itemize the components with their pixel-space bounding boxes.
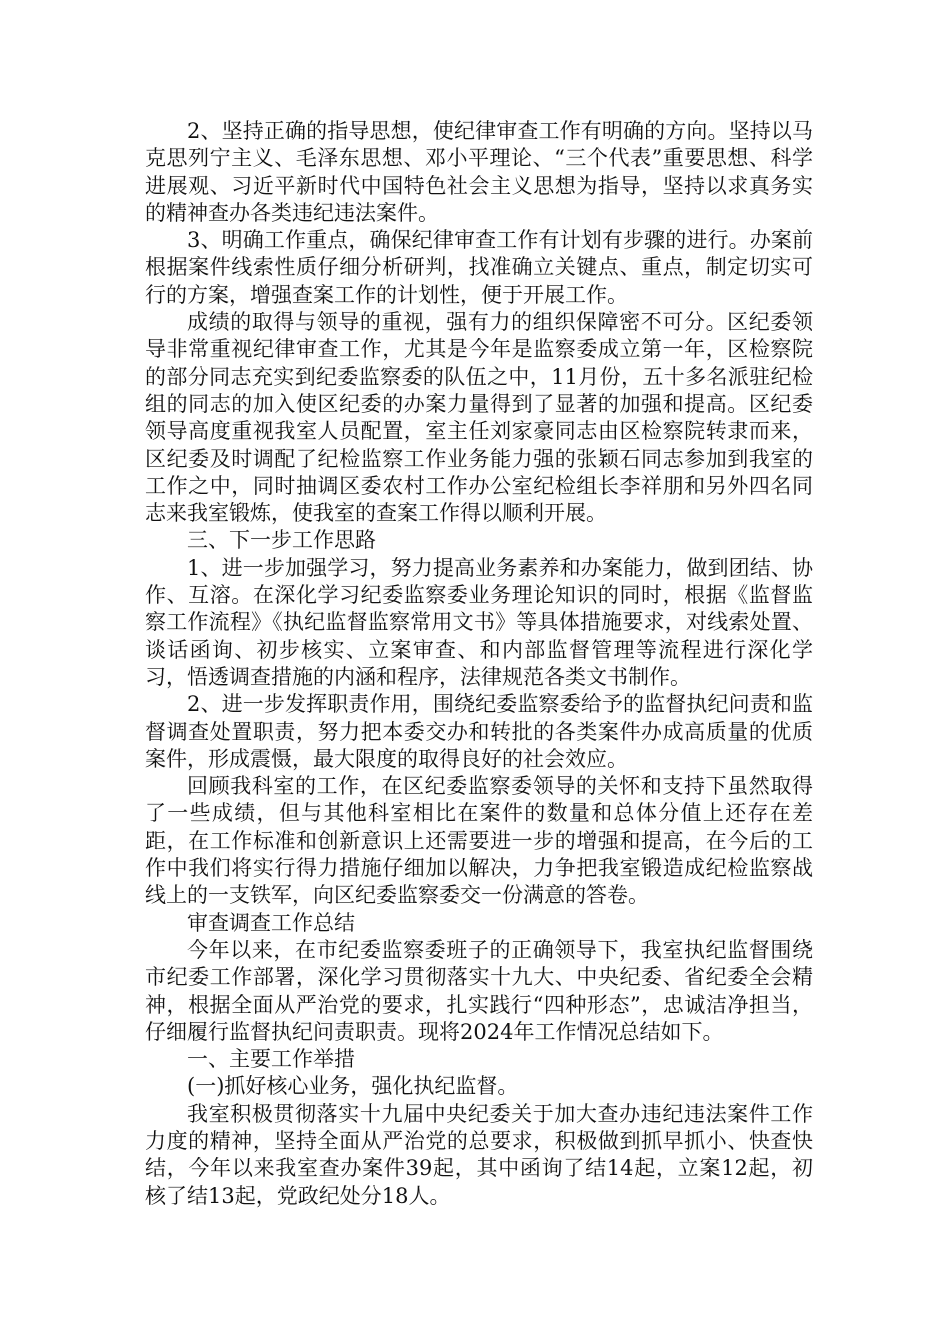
paragraph-guiding-thought: 2、坚持正确的指导思想，使纪律审查工作有明确的方向。坚持以马克思列宁主义、毛泽东思想、邓小平理论、“三个代表”重要思想、科学进展观、习近平新时代中国特色社会主义思想为指导，坚持以求真务实的精神查办各类违纪违法案件。: [145, 119, 813, 225]
paragraph-summary-intro: 今年以来，在市纪委监察委班子的正确领导下，我室执纪监督围绕市纪委工作部署，深化学习贯彻落实十九大、中央纪委、省纪委全会精神，根据全面从严治党的要求，扎实践行“四种形态”，忠诚洁净担当，仔细履行监督执纪问责职责。现将2024年工作情况总结如下。: [145, 937, 813, 1044]
heading-main-measures: 一、主要工作举措: [187, 1047, 355, 1072]
document-body: [145, 118, 813, 1210]
heading-summary-title: 审查调查工作总结: [187, 910, 355, 935]
paragraph-work-focus: 3、明确工作重点，确保纪律审查工作有计划有步骤的进行。办案前根据案件线索性质仔细分析研判，找准确立关键点、重点，制定切实可行的方案，增强查案工作的计划性，便于开展工作。: [145, 228, 813, 307]
paragraph-strengthen-learning: 1、进一步加强学习，努力提高业务素养和办案能力，做到团结、协作、互溶。在深化学习纪委监察委业务理论知识的同时，根据《监督监察工作流程》《执纪监督监察常用文书》等具体措施要求，对线索处置、谈话函询、初步核实、立案审查、和内部监督管理等流程进行深化学习，悟透调查措施的内涵和程序，法律规范各类文书制作。: [145, 555, 813, 689]
heading-core-business: (一)抓好核心业务，强化执纪监督。: [187, 1074, 519, 1099]
paragraph-case-statistics: 我室积极贯彻落实十九届中央纪委关于加大查办违纪违法案件工作力度的精神，坚持全面从严治党的总要求，积极做到抓早抓小、快查快结，今年以来我室查办案件39起，其中函询了结14起，立案12起，初核了结13起，党政纪处分18人。: [145, 1101, 813, 1208]
heading-next-steps: 三、下一步工作思路: [187, 528, 376, 553]
paragraph-review: 回顾我科室的工作，在区纪委监察委领导的关怀和支持下虽然取得了一些成绩，但与其他科室相比在案件的数量和总体分值上还存在差距，在工作标准和创新意识上还需要进一步的增强和提高，在今后的工作中我们将实行得力措施仔细加以解决，力争把我室锻造成纪检监察战线上的一支铁军，向区纪委监察委交一份满意的答卷。: [145, 774, 813, 908]
paragraph-duty-role: 2、进一步发挥职责作用，围绕纪委监察委给予的监督执纪问责和监督调查处置职责，努力把本委交办和转批的各类案件办成高质量的优质案件，形成震慑，最大限度的取得良好的社会效应。: [145, 692, 813, 771]
paragraph-leadership-support: 成绩的取得与领导的重视，强有力的组织保障密不可分。区纪委领导非常重视纪律审查工作，尤其是今年是监察委成立第一年，区检察院的部分同志充实到纪委监察委的队伍之中，11月份，五十多名派驻纪检组的同志的加入使区纪委的办案力量得到了显著的加强和提高。区纪委领导高度重视我室人员配置，室主任刘家豪同志由区检察院转隶而来，区纪委及时调配了纪检监察工作业务能力强的张颖石同志参加到我室的工作之中，同时抽调区委农村工作办公室纪检组长李祥朋和另外四名同志来我室锻炼，使我室的查案工作得以顺利开展。: [145, 310, 813, 526]
